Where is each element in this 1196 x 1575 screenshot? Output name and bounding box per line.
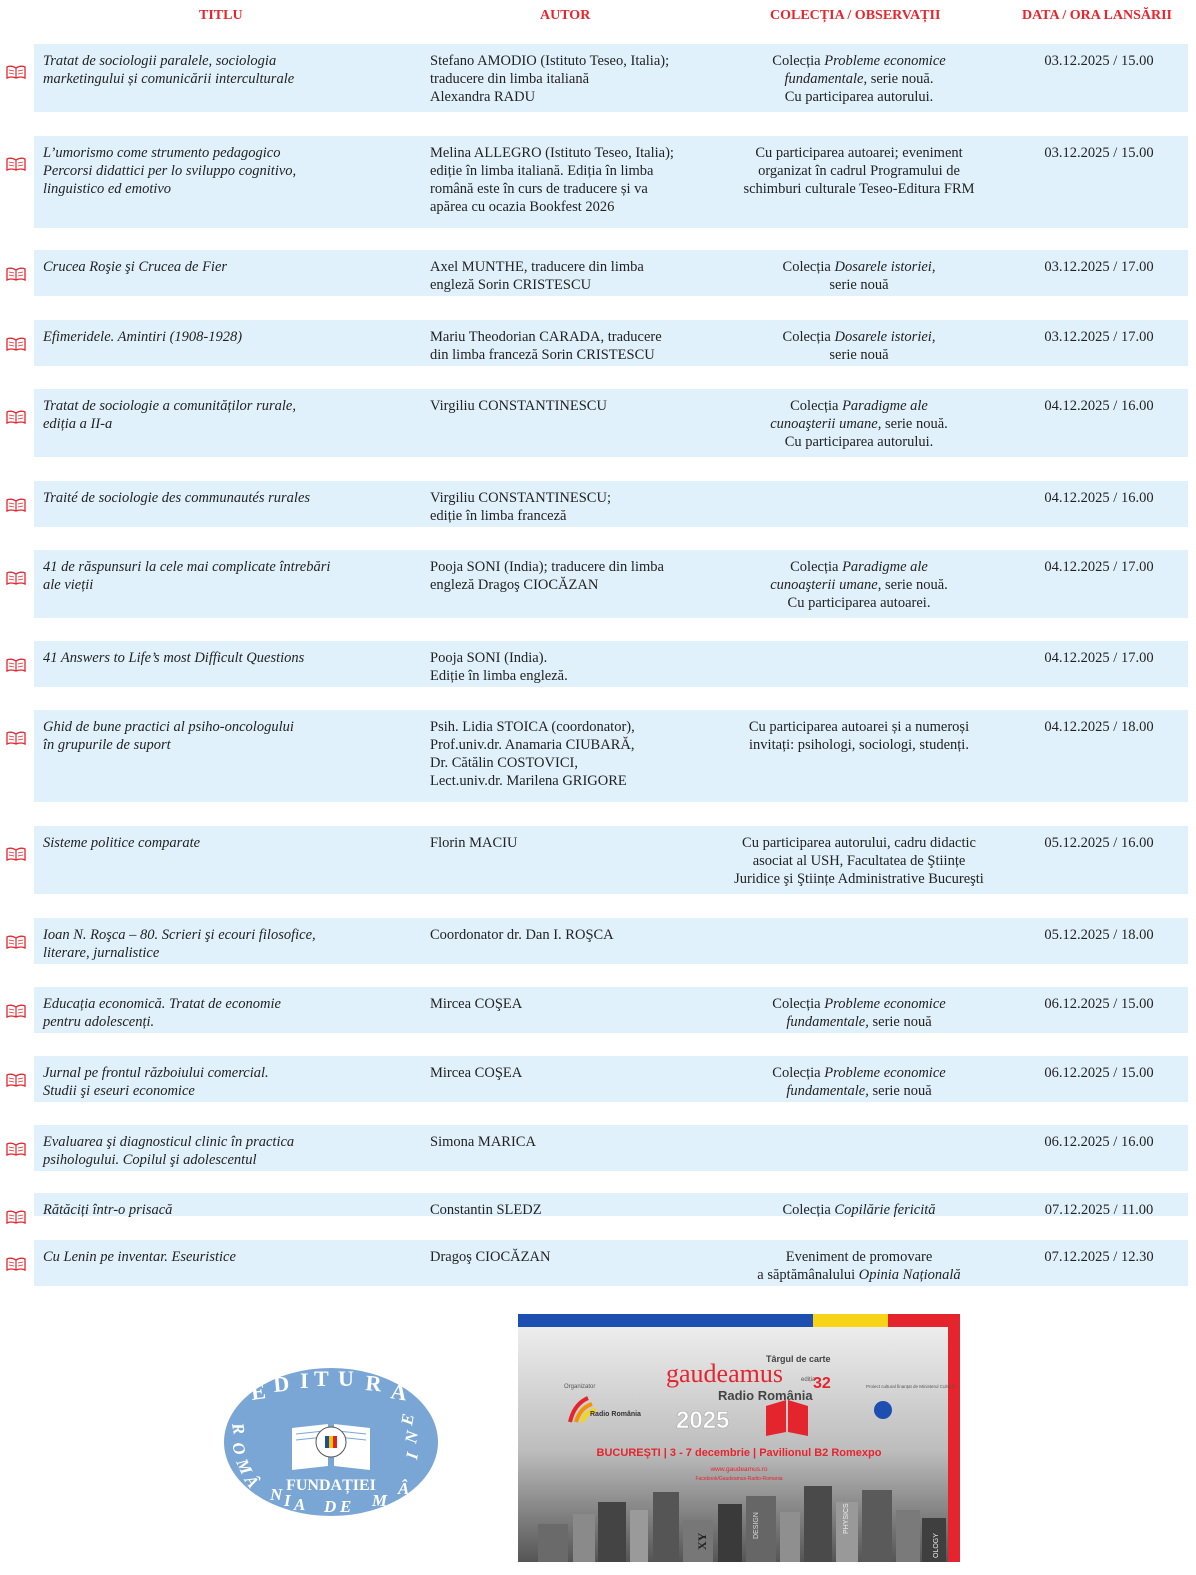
book-row [34, 826, 1188, 894]
svg-text:A: A [294, 1495, 306, 1514]
text-line: română este în curs de traducere și va [430, 181, 648, 197]
book-icon [6, 847, 26, 861]
book-title [43, 718, 393, 754]
obs-collection: Probleme economice [824, 996, 946, 1012]
book-icon [6, 267, 26, 281]
book-row [34, 918, 1188, 964]
book-row [34, 481, 1188, 527]
obs-prefix: Colecția [772, 53, 825, 69]
book-author [430, 834, 720, 852]
obs-line-2 [694, 415, 1024, 433]
text-line: linguistico ed emotivo [43, 181, 172, 197]
text-line: invitați: psihologi, sociologi, studenți. [749, 737, 969, 753]
svg-text:Â: Â [398, 1479, 410, 1498]
book-icon [6, 410, 26, 424]
banner-project: Proiect cultural finanțat de Ministerul Culturii [866, 1384, 954, 1389]
book-observations [694, 144, 1024, 198]
obs-prefix: Colecția [772, 1065, 825, 1081]
obs-line-1 [694, 558, 1024, 576]
banner-organizer: Radio România [590, 1411, 641, 1418]
banner-top-label: Târgul de carte [766, 1354, 831, 1364]
book-row [34, 250, 1188, 296]
text-line: Cu participarea autoarei; eveniment [755, 145, 963, 161]
text-line: psihologului. Copilul şi adolescentul [43, 1152, 257, 1168]
text-line: Evaluarea şi diagnosticul clinic în practica [43, 1134, 295, 1150]
text-line: Traité de sociologie des communautés rurales [43, 490, 311, 506]
text-line: Alexandra RADU [430, 89, 536, 105]
launch-date: 06.12.2025 / 15.00 [1044, 1065, 1154, 1081]
obs-note: Cu participarea autorului. [784, 89, 934, 105]
banner-organizer-label: Organizator [564, 1384, 596, 1390]
obs-prefix: Colecția [782, 1202, 835, 1218]
book-title [43, 926, 393, 962]
svg-text:T: T [314, 1366, 329, 1391]
book-spine-xy: XY [695, 1532, 709, 1550]
text-line: Ghid de bune practici al psiho-oncologului [43, 719, 294, 735]
launch-date: 04.12.2025 / 16.00 [1044, 490, 1154, 506]
header-author: AUTOR [540, 8, 591, 23]
text-line: Tratat de sociologie a comunităților rurale, [43, 398, 296, 414]
text-line: Ioan N. Roşca – 80. Scrieri şi ecouri filosofice, [43, 927, 316, 943]
text-line: Dr. Cătălin COSTOVICI, [430, 755, 578, 771]
book-author [430, 558, 720, 594]
launch-date: 03.12.2025 / 17.00 [1044, 329, 1154, 345]
svg-text:I: I [284, 1491, 291, 1510]
gaudeamus-banner [518, 1314, 960, 1562]
book-icon [6, 1004, 26, 1018]
launch-date: 06.12.2025 / 15.00 [1044, 996, 1154, 1012]
banner-place: BUCUREŞTI | 3 - 7 decembrie | Pavilionul B2 Romexpo [596, 1447, 882, 1459]
book-observations [694, 718, 1024, 754]
launch-date: 03.12.2025 / 15.00 [1044, 53, 1154, 69]
book-icon [6, 498, 26, 512]
obs-line-2 [694, 576, 1024, 594]
book-author [430, 397, 720, 415]
book-icon [6, 1073, 26, 1087]
book-title [43, 144, 393, 198]
svg-text:I: I [300, 1368, 309, 1393]
launch-date: 05.12.2025 / 18.00 [1044, 927, 1154, 943]
svg-text:U: U [338, 1366, 354, 1391]
text-line: Constantin SLEDZ [430, 1202, 542, 1218]
obs-note: serie nouă [829, 277, 889, 293]
obs-prefix: Colecția [790, 559, 843, 575]
obs-line-1 [694, 1248, 1024, 1266]
obs-collection: Dosarele istoriei [834, 329, 932, 345]
book-observations [694, 52, 1024, 106]
book-icon [6, 1257, 26, 1271]
text-line: asociat al USH, Facultatea de Ştiințe [752, 853, 966, 869]
obs-series: , serie nouă. [877, 577, 948, 593]
text-line: Mircea COŞEA [430, 996, 523, 1012]
text-line: Juridice şi Ştiințe Administrative Bucureşti [734, 871, 984, 887]
book-icon [6, 1142, 26, 1156]
text-line: Studii şi eseuri economice [43, 1083, 195, 1099]
svg-text:E: E [397, 1412, 418, 1427]
text-line: Florin MACIU [430, 835, 518, 851]
obs-note: serie nouă [829, 347, 889, 363]
obs-e-text: a săptămânalului [757, 1267, 859, 1283]
text-line: Lect.univ.dr. Marilena GRIGORE [430, 773, 627, 789]
book-title [43, 258, 393, 276]
svg-text:D: D [272, 1370, 291, 1397]
obs-series: serie nouă [868, 1014, 932, 1030]
obs-prefix: Colecția [772, 996, 825, 1012]
book-author [430, 926, 720, 944]
text-line: Crucea Roşie şi Crucea de Fier [43, 259, 228, 275]
obs-collection: Paradigme ale [842, 559, 928, 575]
obs-collection: Probleme economice [824, 1065, 946, 1081]
text-line: Melina ALLEGRO (Istituto Teseo, Italia); [430, 145, 674, 161]
text-line: Pooja SONI (India). [430, 650, 548, 666]
logo-text-top-1: E [249, 1378, 268, 1405]
book-author [430, 144, 720, 216]
book-title [43, 1201, 393, 1219]
book-title [43, 558, 393, 594]
header-observations: COLECȚIA / OBSERVAȚII [770, 8, 941, 23]
text-line: ediție în limba italiană. Ediția în limba [430, 163, 654, 179]
text-line: Cu participarea autorului, cadru didactic [742, 835, 976, 851]
banner-url: www.gaudeamus.ro [710, 1466, 768, 1473]
text-line: Ediție în limba engleză. [430, 668, 568, 684]
obs-line-2 [694, 1013, 1024, 1031]
obs-series: , serie nouă. [863, 71, 934, 87]
book-row [34, 710, 1188, 802]
book-title [43, 995, 393, 1031]
text-line: Mircea COŞEA [430, 1065, 523, 1081]
text-line: Axel MUNTHE, traducere din limba [430, 259, 644, 275]
text-line: Mariu Theodorian CARADA, traducere [430, 329, 662, 345]
text-line: pentru adolescenți. [43, 1014, 155, 1030]
book-row [34, 44, 1188, 112]
book-row [34, 641, 1188, 687]
obs-line-1 [694, 397, 1024, 415]
svg-text:Â: Â [240, 1471, 263, 1492]
text-line: Cu participarea autoarei și a numeroși [748, 719, 970, 735]
header-date: DATA / ORA LANSĂRII [1022, 8, 1173, 23]
launch-date: 03.12.2025 / 17.00 [1044, 259, 1154, 275]
book-observations [694, 1064, 1024, 1100]
text-line: Educația economică. Tratat de economie [43, 996, 281, 1012]
text-line: Sisteme politice comparate [43, 835, 201, 851]
book-title [43, 1133, 393, 1169]
book-author [430, 258, 720, 294]
book-row [34, 1125, 1188, 1171]
obs-collection-cont: fundamentale [784, 71, 864, 87]
obs-prefix: Colecția [782, 259, 835, 275]
svg-text:I: I [402, 1450, 423, 1461]
text-line: L’umorismo come strumento pedagogico [43, 145, 281, 161]
text-line: Cu Lenin pe inventar. Eseuristice [43, 1249, 236, 1265]
book-row [34, 987, 1188, 1033]
text-line: organizat în cadrul Programului de [758, 163, 960, 179]
svg-text:E: E [340, 1497, 352, 1516]
banner-sub: Radio România [718, 1388, 813, 1403]
banner-edition-prefix: ediția [801, 1377, 816, 1383]
text-line: Dragoş CIOCĂZAN [430, 1249, 551, 1265]
book-row [34, 136, 1188, 228]
text-line: marketingului și comunicării interculturale [43, 71, 295, 87]
svg-text:M: M [232, 1455, 256, 1478]
obs-line-1 [694, 52, 1024, 70]
text-line: Virgiliu CONSTANTINESCU; [430, 490, 611, 506]
obs-collection-cont: cunoaşterii umane [770, 416, 878, 432]
book-icon [6, 571, 26, 585]
text-line: traducere din limba italiană [430, 71, 590, 87]
book-icon [6, 157, 26, 171]
book-author [430, 1201, 720, 1219]
obs-collection: Paradigme ale [842, 398, 928, 414]
book-author [430, 649, 720, 685]
text-line: Efimeridele. Amintiri (1908-1928) [43, 329, 243, 345]
book-row [34, 1240, 1188, 1286]
book-icon [6, 65, 26, 79]
book-row [34, 1056, 1188, 1102]
book-title [43, 52, 393, 88]
obs-prefix: Colecția [782, 329, 835, 345]
launch-date: 07.12.2025 / 12.30 [1044, 1249, 1154, 1265]
book-author [430, 995, 720, 1013]
text-line: Rătăciți într-o prisacă [43, 1202, 173, 1218]
obs-series: serie nouă [868, 1083, 932, 1099]
text-line: Stefano AMODIO (Istituto Teseo, Italia); [430, 53, 670, 69]
obs-prefix: Eveniment de promovare [785, 1249, 933, 1265]
text-line: ediție în limba franceză [430, 508, 567, 524]
book-title [43, 489, 393, 507]
book-row [34, 1193, 1188, 1216]
text-line: Coordonator dr. Dan I. ROŞCA [430, 927, 614, 943]
book-icon [6, 337, 26, 351]
book-observations [694, 258, 1024, 294]
launch-date: 04.12.2025 / 17.00 [1044, 559, 1154, 575]
banner-year: 2025 [676, 1407, 730, 1434]
obs-collection: Dosarele istoriei [834, 259, 932, 275]
header-title: TITLU [199, 8, 243, 23]
obs-line-1 [694, 1201, 1024, 1219]
text-line: în grupurile de suport [43, 737, 171, 753]
launch-date: 04.12.2025 / 16.00 [1044, 398, 1154, 414]
obs-series: , serie nouă. [877, 416, 948, 432]
text-line: ale vieții [43, 577, 94, 593]
text-line: Jurnal pe frontul războiului comercial. [43, 1065, 269, 1081]
obs-comma: , [931, 329, 936, 345]
book-author [430, 1248, 720, 1266]
text-line: apărea cu ocazia Bookfest 2026 [430, 199, 615, 215]
book-author [430, 328, 720, 364]
obs-line-1 [694, 1064, 1024, 1082]
book-spine-ology: OLOGY [933, 1533, 940, 1558]
svg-text:O: O [228, 1440, 250, 1457]
text-line: Simona MARICA [430, 1134, 536, 1150]
text-line: 41 de răspunsuri la cele mai complicate întrebări [43, 559, 331, 575]
obs-line-1 [694, 328, 1024, 346]
book-title [43, 397, 393, 433]
book-title [43, 649, 393, 667]
book-author [430, 489, 720, 525]
obs-note: Cu participarea autoarei. [787, 595, 931, 611]
text-line: engleză Dragoş CIOCĂZAN [430, 577, 599, 593]
book-title [43, 328, 393, 346]
obs-collection: Probleme economice [824, 53, 946, 69]
text-line: literare, jurnalistice [43, 945, 160, 961]
svg-text:R: R [228, 1421, 249, 1436]
launch-date: 05.12.2025 / 16.00 [1044, 835, 1154, 851]
text-line: din limba franceză Sorin CRISTESCU [430, 347, 655, 363]
book-title [43, 1064, 393, 1100]
svg-text:A: A [389, 1378, 409, 1406]
book-author [430, 1133, 720, 1151]
book-observations [694, 1248, 1024, 1284]
banner-social: Facebook/Gaudeamus-Radio-Romania [695, 1476, 783, 1482]
logo-text-fundatiei: FUNDAȚIEI [286, 1477, 376, 1494]
text-line: ediția a II-a [43, 416, 113, 432]
text-line: engleză Sorin CRISTESCU [430, 277, 592, 293]
svg-text:N: N [270, 1485, 283, 1504]
book-observations [694, 995, 1024, 1031]
book-author [430, 52, 720, 106]
editura-frm-logo [222, 1366, 440, 1518]
svg-text:M: M [372, 1491, 388, 1510]
launch-date: 04.12.2025 / 18.00 [1044, 719, 1154, 735]
text-line: 41 Answers to Life’s most Difficult Questions [43, 650, 305, 666]
obs-line-2 [694, 70, 1024, 88]
obs-line-1 [694, 258, 1024, 276]
book-icon [6, 658, 26, 672]
obs-line-1 [694, 995, 1024, 1013]
book-observations [694, 328, 1024, 364]
text-line: Percorsi didattici per lo sviluppo cognitivo, [43, 163, 297, 179]
book-title [43, 1248, 393, 1266]
launch-date: 03.12.2025 / 15.00 [1044, 145, 1154, 161]
text-line: Psih. Lidia STOICA (coordonator), [430, 719, 635, 735]
book-icon [6, 935, 26, 949]
book-observations [694, 397, 1024, 451]
svg-text:R: R [364, 1370, 383, 1397]
text-line: Virgiliu CONSTANTINESCU [430, 398, 607, 414]
book-title [43, 834, 393, 852]
obs-line-2 [694, 1082, 1024, 1100]
launch-date: 04.12.2025 / 17.00 [1044, 650, 1154, 666]
book-row [34, 389, 1188, 457]
book-author [430, 1064, 720, 1082]
launch-date: 06.12.2025 / 16.00 [1044, 1134, 1154, 1150]
ministry-crest-icon [874, 1401, 892, 1419]
svg-text:N: N [401, 1429, 423, 1445]
obs-prefix: Colecția [790, 398, 843, 414]
text-line: Tratat de sociologii paralele, sociologia [43, 53, 277, 69]
book-spine-physics: PHYSICS [843, 1503, 850, 1534]
book-row [34, 550, 1188, 618]
table-header [0, 8, 1196, 28]
svg-text:D: D [324, 1497, 337, 1516]
launch-date: 07.12.2025 / 11.00 [1044, 1202, 1154, 1218]
book-icon [6, 731, 26, 745]
obs-collection-cont: fundamentale, [786, 1014, 869, 1030]
book-observations [694, 558, 1024, 612]
obs-collection: Copilărie fericită [834, 1202, 936, 1218]
book-icon [6, 1210, 26, 1224]
obs-note: Cu participarea autorului. [784, 434, 934, 450]
obs-collection-cont: fundamentale, [786, 1083, 869, 1099]
banner-brand: gaudeamus [666, 1359, 783, 1388]
obs-collection-cont: cunoaşterii umane [770, 577, 878, 593]
obs-e-publication: Opinia Națională [858, 1267, 961, 1283]
text-line: Pooja SONI (India); traducere din limba [430, 559, 664, 575]
book-spine-design: DESIGN [753, 1512, 760, 1539]
banner-edition: 32 [813, 1375, 831, 1392]
book-observations [694, 1201, 1024, 1219]
obs-comma: , [931, 259, 936, 275]
book-observations [694, 834, 1024, 888]
book-row [34, 320, 1188, 366]
text-line: schimburi culturale Teseo-Editura FRM [743, 181, 975, 197]
obs-line-3 [694, 1266, 1024, 1284]
text-line: Prof.univ.dr. Anamaria CIUBARĂ, [430, 737, 635, 753]
book-author [430, 718, 720, 790]
